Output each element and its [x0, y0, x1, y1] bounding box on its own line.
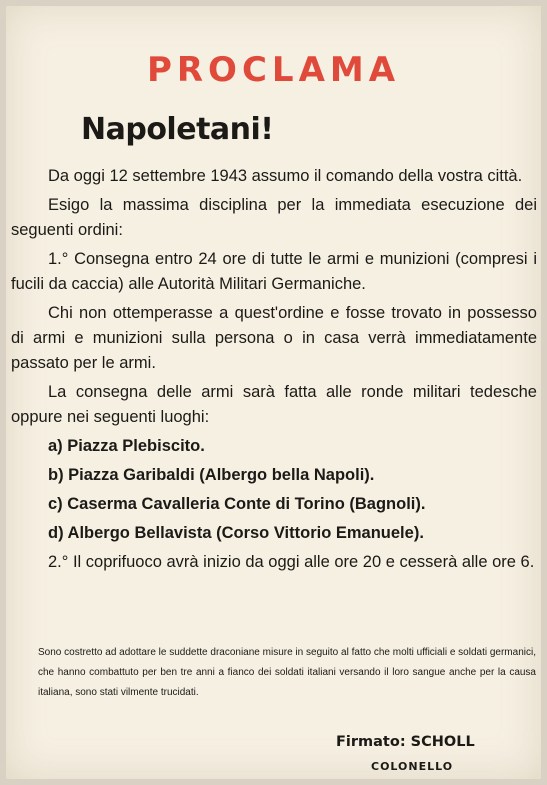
paragraph-penalty: Chi non ottemperasse a quest'ordine e fosse trovato in possesso di armi e munizioni sulla persona o in casa verrà immediatamente passato per le armi.: [11, 304, 537, 372]
signature: Firmato: SCHOLL: [336, 734, 475, 750]
paragraph-discipline: Esigo la massima disciplina per la immediata esecuzione dei seguenti ordini:: [11, 196, 537, 239]
place-item: a) Piazza Plebiscito.: [48, 437, 205, 455]
paragraph-delivery: La consegna delle armi sarà fatta alle ronde militari tedesche oppure nei seguenti luoghi:: [11, 383, 537, 426]
paragraph-order-1: 1.° Consegna entro 24 ore di tutte le armi e munizioni (compresi i fucili da caccia) alle Autorità Militari Germaniche.: [11, 250, 537, 293]
proclamation-poster: [6, 6, 541, 779]
poster-body: [11, 164, 537, 579]
place-item: c) Caserma Cavalleria Conte di Torino (Bagnoli).: [48, 495, 426, 513]
place-item: b) Piazza Garibaldi (Albergo bella Napoli).: [48, 466, 375, 484]
paragraph-command: Da oggi 12 settembre 1943 assumo il comando della vostra città.: [48, 167, 523, 185]
poster-heading: Napoletani!: [81, 112, 274, 147]
poster-title: PROCLAMA: [146, 50, 401, 90]
justification-note: Sono costretto ad adottare le suddette draconiane misure in seguito al fatto che molti ufficiali e soldati germanici, che hanno combattuto per ben tre anni a fianco dei soldati italiani versando il loro sangue anche per la causa italiana, sono stati vilmente trucidati.: [38, 647, 536, 698]
paragraph-curfew: 2.° Il coprifuoco avrà inizio da oggi alle ore 20 e cesserà alle ore 6.: [48, 553, 535, 571]
place-item: d) Albergo Bellavista (Corso Vittorio Emanuele).: [48, 524, 424, 542]
rank-label: COLONELLO: [371, 760, 454, 773]
